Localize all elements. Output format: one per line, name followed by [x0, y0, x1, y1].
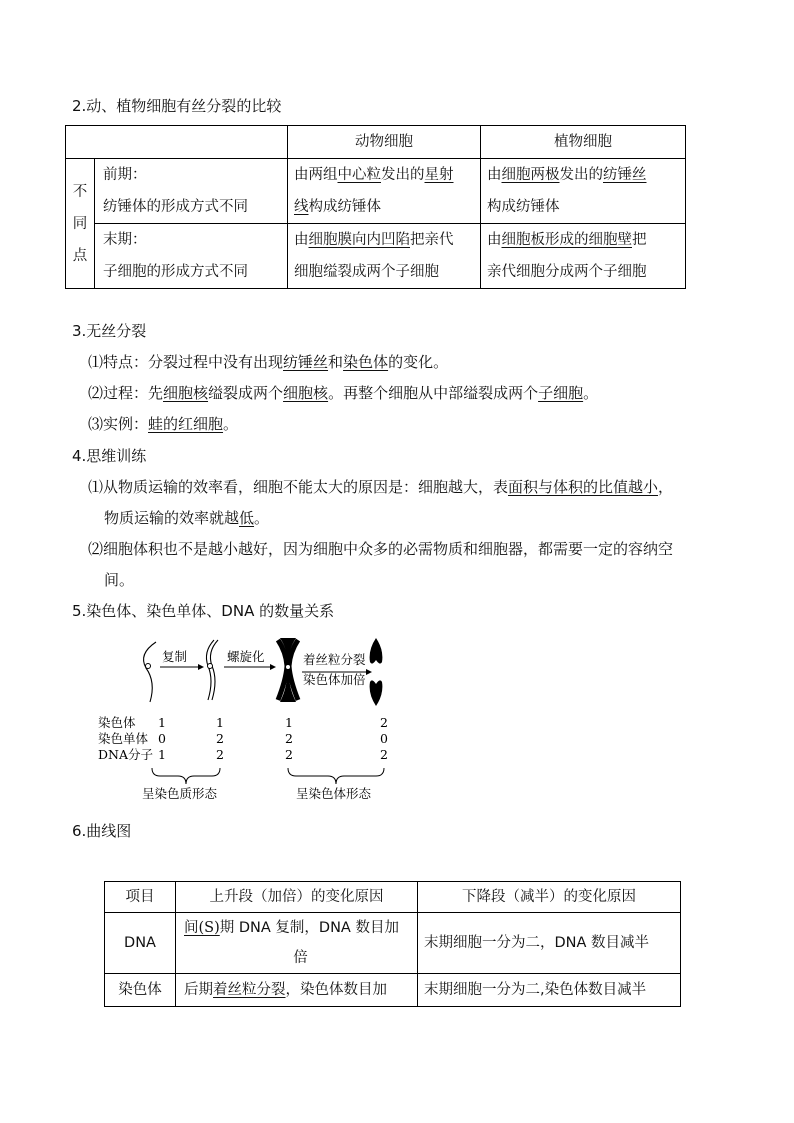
brace-chromatin [152, 768, 220, 784]
arrowhead [366, 669, 372, 675]
value: 2 [285, 747, 293, 762]
text: ⑵过程：先 [88, 384, 164, 402]
answer: 细胞核 [163, 384, 209, 402]
answer: 细胞两极 [501, 167, 560, 183]
group-char-1: 不 [72, 183, 88, 200]
s3-item2 [88, 382, 598, 403]
value: 2 [380, 747, 388, 762]
arrowhead [270, 664, 276, 670]
s4-item1-line2 [104, 507, 269, 528]
brace-chromatin-label: 呈染色质形态 [142, 786, 218, 801]
value: 1 [158, 715, 166, 730]
text: 构成纺锤体 [308, 199, 381, 215]
answer: 细胞板形成的细胞壁 [501, 232, 632, 248]
text: 细胞缢裂成两个子细胞 [294, 264, 439, 280]
brace-chromosome-label: 呈染色体形态 [296, 786, 372, 801]
text: 亲代细胞分成两个子细胞 [487, 264, 647, 280]
header-rise: 上升段（加倍）的变化原因 [176, 882, 418, 913]
row-chromosome-item: 染色体 [105, 974, 176, 1007]
text: 。 [254, 509, 270, 527]
value: 0 [158, 731, 166, 746]
answer: 染色体 [343, 353, 389, 371]
value: 2 [380, 715, 388, 730]
answer: 着丝粒分裂 [213, 982, 286, 998]
daughter-chromosome [370, 680, 383, 706]
group-char-3: 点 [72, 247, 88, 264]
text: ⑶实例： [88, 415, 149, 433]
row1-stage [95, 159, 288, 224]
header-item: 项目 [105, 882, 176, 913]
chromatin-thread [144, 642, 156, 702]
table-corner [66, 126, 288, 159]
arrow-coil-label: 螺旋化 [227, 649, 265, 664]
text: ， [658, 478, 674, 496]
s4-item2-line1: ⑵细胞体积也不是越小越好，因为细胞中众多的必需物质和细胞器，都需要一定的容纳空 [88, 540, 674, 558]
row-chromosome-fall: 末期细胞一分为二,染色体数目减半 [418, 974, 681, 1007]
answer: 面积与体积的比值越小 [508, 478, 659, 496]
answer: 细胞核 [283, 384, 329, 402]
text: 把亲代 [410, 232, 454, 248]
answer: 间 [184, 920, 199, 936]
label-dna: DNA分子 [98, 747, 153, 762]
group-label [66, 159, 95, 289]
section2-heading: 2.动、植物细胞有丝分裂的比较 [72, 97, 282, 115]
text: ⑴特点：分裂过程中没有出现 [88, 353, 284, 371]
brace-chromosome [288, 768, 384, 784]
text: 的变化。 [388, 353, 449, 371]
header-fall: 下降段（减半）的变化原因 [418, 882, 681, 913]
text: 物质运输的效率就越 [104, 509, 240, 527]
text: 由 [487, 167, 502, 183]
answer: (S) [198, 920, 220, 936]
answer: 线 [294, 199, 309, 215]
answer: 中心粒 [337, 167, 381, 183]
arrowhead [198, 664, 204, 670]
row-chromosome-rise [176, 974, 418, 1007]
text: 和 [328, 353, 344, 371]
row1-animal [288, 159, 481, 224]
centromere [146, 664, 151, 669]
comparison-table [65, 125, 686, 289]
answer: 纺锤丝 [603, 167, 647, 183]
chromatid-thread [210, 640, 218, 700]
arrow-split-label1: 着丝粒分裂 [303, 652, 366, 667]
value: 2 [216, 731, 224, 746]
text: 缢裂成两个 [208, 384, 284, 402]
value: 1 [216, 715, 224, 730]
answer: 细胞膜向内凹陷 [308, 232, 410, 248]
text: 构成纺锤体 [487, 199, 560, 215]
label-chromosome: 染色体 [98, 715, 136, 730]
answer: 纺锤丝 [283, 353, 329, 371]
row-dna-fall: 末期细胞一分为二，DNA 数目减半 [418, 913, 681, 974]
text: 由 [294, 232, 309, 248]
value: 1 [285, 715, 293, 730]
header-animal: 动物细胞 [288, 126, 481, 159]
text: 把 [632, 232, 647, 248]
text: 由 [487, 232, 502, 248]
section4-heading: 4.思维训练 [72, 447, 147, 465]
group-char-2: 同 [72, 215, 88, 232]
answer: 蛙的红细胞 [148, 415, 224, 433]
row2-stage [95, 224, 288, 289]
text: 。再整个细胞从中部缢裂成两个 [328, 384, 539, 402]
text: 后期 [184, 982, 213, 998]
text: 发出的 [559, 167, 603, 183]
text: 期 DNA 复制，DNA 数目加 [219, 920, 399, 936]
arrow-copy-label: 复制 [162, 649, 188, 664]
row2-plant [481, 224, 686, 289]
arrow-split-label2: 染色体加倍 [303, 672, 366, 687]
s3-item3 [88, 413, 238, 434]
text: 倍 [293, 950, 308, 966]
answer: 星射 [424, 167, 454, 183]
answer: 低 [239, 509, 255, 527]
centromere [286, 665, 291, 670]
header-plant: 植物细胞 [481, 126, 686, 159]
row2-stage-desc: 子细胞的形成方式不同 [103, 264, 248, 280]
text: 发出的 [381, 167, 425, 183]
text: ⑴从物质运输的效率看，细胞不能太大的原因是：细胞越大，表 [88, 478, 509, 496]
row1-plant [481, 159, 686, 224]
centromere [208, 664, 213, 669]
value: 1 [158, 747, 166, 762]
text: 由两组 [294, 167, 338, 183]
section6-heading: 6.曲线图 [72, 822, 132, 840]
s3-item1 [88, 351, 448, 372]
value: 0 [380, 731, 388, 746]
row1-stage-desc: 纺锤体的形成方式不同 [103, 199, 248, 215]
row2-animal [288, 224, 481, 289]
value: 2 [285, 731, 293, 746]
row1-stage-name: 前期： [103, 167, 147, 183]
text: ，染色体数目加 [285, 982, 387, 998]
section5-heading: 5.染色体、染色单体、DNA 的数量关系 [72, 602, 335, 620]
text: 。 [583, 384, 599, 402]
row2-stage-name: 末期： [103, 232, 147, 248]
label-chromatid: 染色单体 [98, 731, 149, 746]
section3-heading: 3.无丝分裂 [72, 322, 147, 340]
row-dna-item: DNA [105, 913, 176, 974]
row-dna-rise [176, 913, 418, 974]
curve-table [104, 881, 681, 1007]
value: 2 [216, 747, 224, 762]
answer: 子细胞 [538, 384, 584, 402]
daughter-chromosome [370, 638, 383, 664]
chromosome-diagram [90, 630, 410, 810]
s4-item1-line1 [88, 476, 673, 497]
text: 。 [223, 415, 239, 433]
s4-item2-line2: 间。 [104, 571, 135, 589]
